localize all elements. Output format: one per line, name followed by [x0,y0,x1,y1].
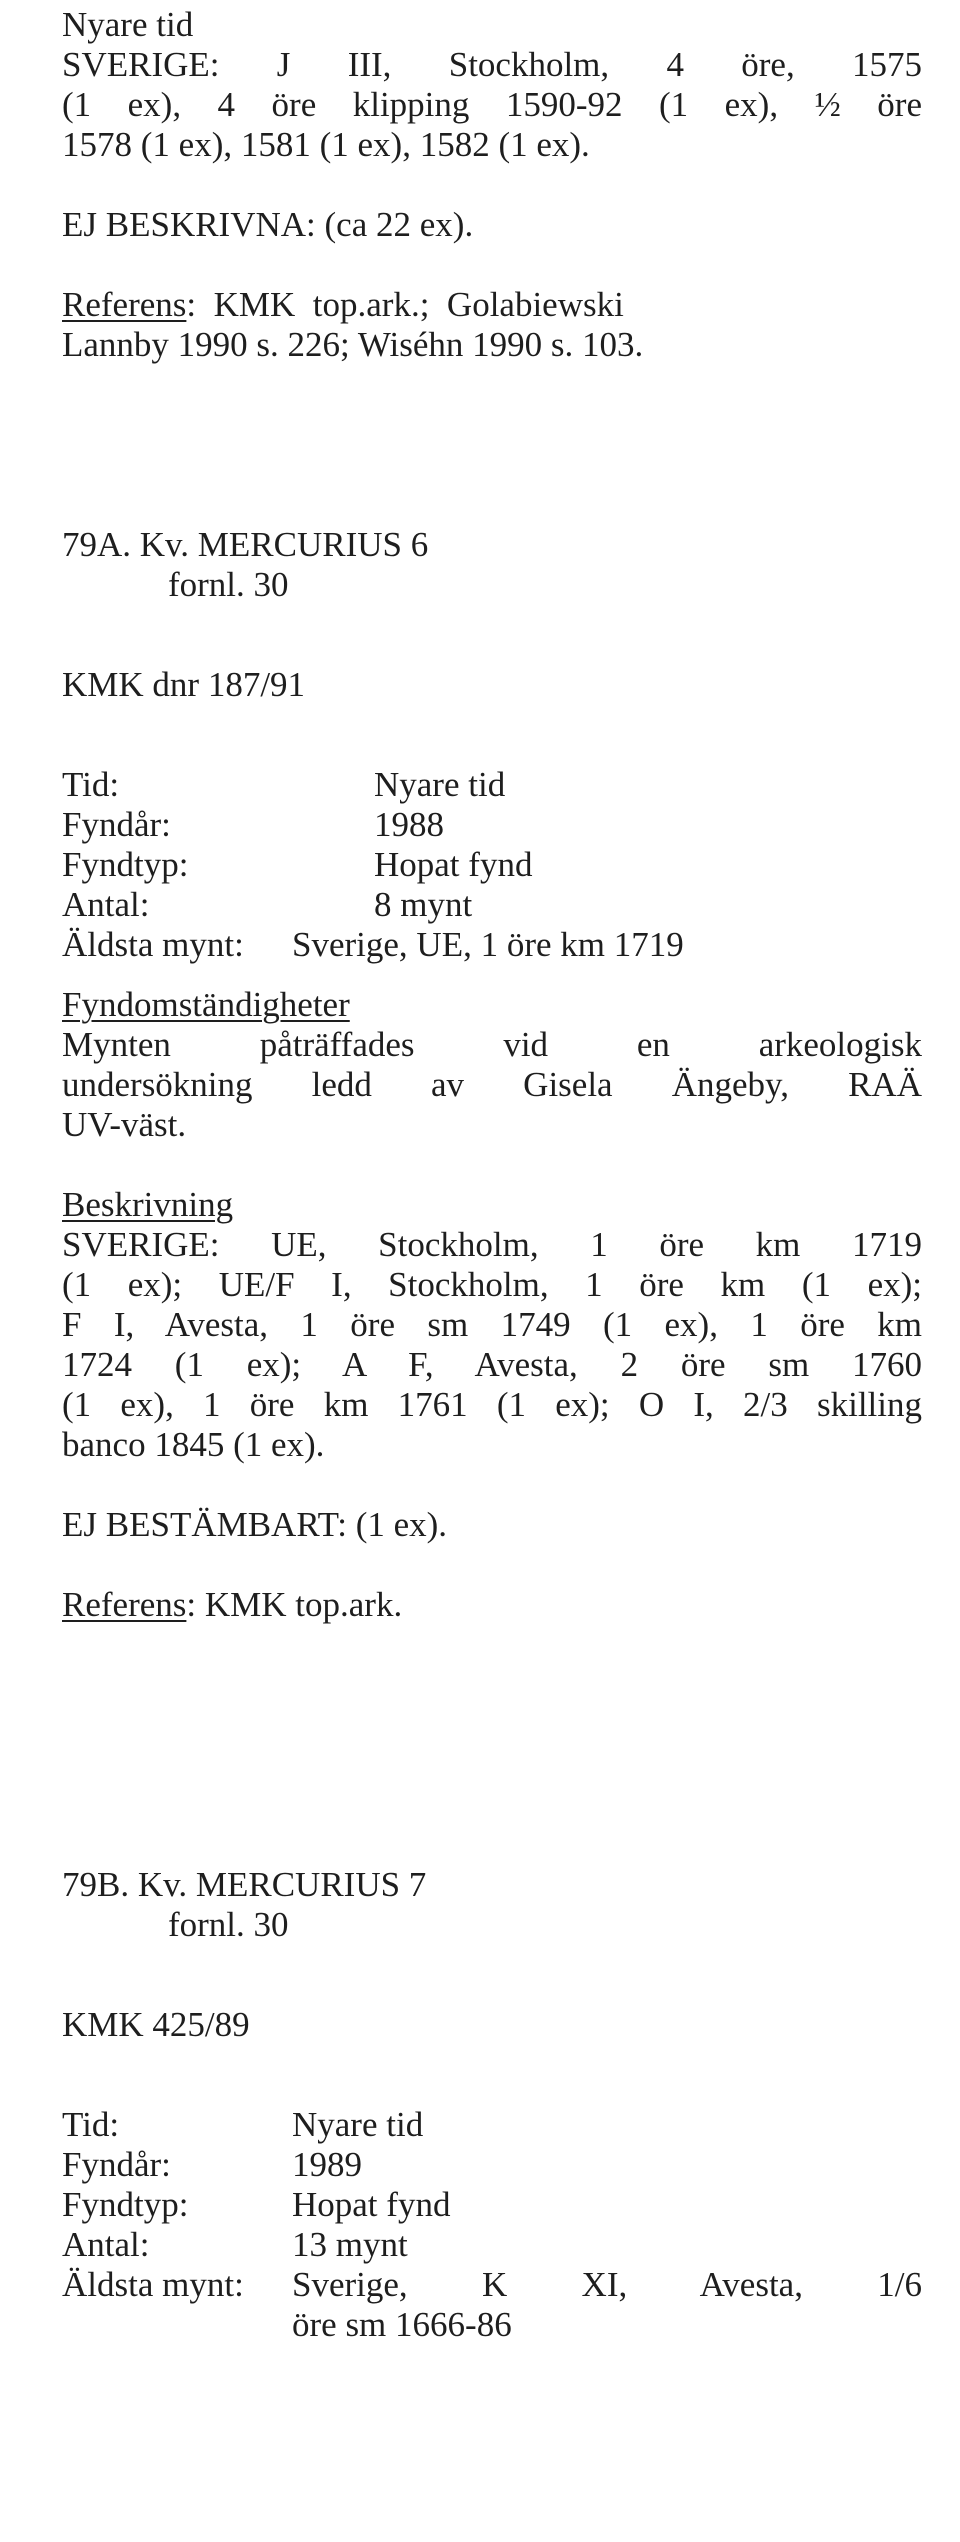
field-value: Sverige, UE, 1 öre km 1719 [292,925,684,964]
entry-79a-title [62,525,922,605]
beskr-line-1: SVERIGE: UE, Stockholm, 1 öre km 1719 [62,1225,922,1264]
field-label: Tid: [62,2105,120,2144]
period-heading: Nyare tid [62,5,194,44]
ref-value: : KMK top.ark. [186,1585,403,1624]
beskr-line-2: (1 ex); UE/F I, Stockholm, 1 öre km (1 ex); [62,1265,922,1304]
entry-title: 79A. Kv. MERCURIUS 6 [62,525,429,564]
field-row [62,2305,922,2345]
entry-79a-referens [62,1585,922,1625]
field-value: 13 mynt [292,2225,408,2264]
sverige-line-1: SVERIGE: J III, Stockholm, 4 öre, 1575 [62,45,922,84]
ref-line-2: Lannby 1990 s. 226; Wiséhn 1990 s. 103. [62,325,644,364]
ref-label: Referens [62,285,187,324]
fyndom-heading: Fyndomständigheter [62,985,350,1024]
field-label: Fyndår: [62,2145,171,2184]
entry-79b-fields [62,2105,922,2345]
field-row [62,845,922,885]
field-label: Äldsta mynt: [62,925,244,964]
field-row [62,2225,922,2265]
field-label: Fyndtyp: [62,2185,189,2224]
field-row [62,2145,922,2185]
field-row [62,805,922,845]
field-value: Nyare tid [292,2105,424,2144]
ref-label: Referens [62,1585,187,1624]
field-value: 8 mynt [374,885,473,924]
field-label: Tid: [62,765,120,804]
field-row [62,2105,922,2145]
ej-value: (1 ex). [355,1505,448,1544]
oldest-coin-continued: öre sm 1666-86 [292,2305,512,2344]
sverige-line-3: 1578 (1 ex), 1581 (1 ex), 1582 (1 ex). [62,125,590,164]
field-row [62,765,922,805]
entry-79b-title [62,1865,922,1945]
entry-79a-dnr [62,665,922,705]
top-ej-beskrivna [62,205,922,245]
field-row [62,885,922,925]
entry-79a-fyndomstandigheter [62,985,922,1145]
entry-79a-beskrivning [62,1185,922,1465]
field-label: Fyndtyp: [62,845,189,884]
entry-79a-ej-bestambart [62,1505,922,1545]
beskr-line-3: F I, Avesta, 1 öre sm 1749 (1 ex), 1 öre km [62,1305,922,1344]
field-row [62,2265,922,2305]
fyndom-line-2: undersökning ledd av Gisela Ängeby, RAÄ [62,1065,922,1104]
field-value: Sverige, K XI, Avesta, 1/6 [292,2265,922,2304]
ej-value: (ca 22 ex). [324,205,474,244]
entry-fornl: fornl. 30 [168,565,289,604]
beskr-line-6: banco 1845 (1 ex). [62,1425,325,1464]
field-row [62,925,922,965]
field-value: Hopat fynd [292,2185,451,2224]
field-value: 1988 [374,805,444,844]
sverige-line-2: (1 ex), 4 öre klipping 1590-92 (1 ex), ½ öre [62,85,922,124]
field-value: Hopat fynd [374,845,533,884]
beskr-line-4: 1724 (1 ex); A F, Avesta, 2 öre sm 1760 [62,1345,922,1384]
field-value: Nyare tid [374,765,506,804]
ej-label: EJ BESTÄMBART: [62,1505,347,1544]
fyndom-line-3: UV-väst. [62,1105,187,1144]
field-label: Äldsta mynt: [62,2265,244,2304]
beskr-heading: Beskrivning [62,1185,234,1224]
entry-79a-fields [62,765,922,965]
fyndom-line-1: Mynten påträffades vid en arkeologisk [62,1025,922,1064]
ref-line-1: : KMK top.ark.; Golabiewski [186,285,624,324]
top-section [62,5,922,165]
field-row [62,2185,922,2225]
top-referens [62,285,922,365]
field-label: Antal: [62,885,150,924]
entry-dnr: KMK dnr 187/91 [62,665,306,704]
field-value: 1989 [292,2145,362,2184]
entry-dnr: KMK 425/89 [62,2005,250,2044]
entry-79b-dnr [62,2005,922,2045]
field-label: Antal: [62,2225,150,2264]
beskr-line-5: (1 ex), 1 öre km 1761 (1 ex); O I, 2/3 skilling [62,1385,922,1424]
entry-fornl: fornl. 30 [168,1905,289,1944]
entry-title: 79B. Kv. MERCURIUS 7 [62,1865,427,1904]
ej-label: EJ BESKRIVNA: [62,205,316,244]
field-label: Fyndår: [62,805,171,844]
